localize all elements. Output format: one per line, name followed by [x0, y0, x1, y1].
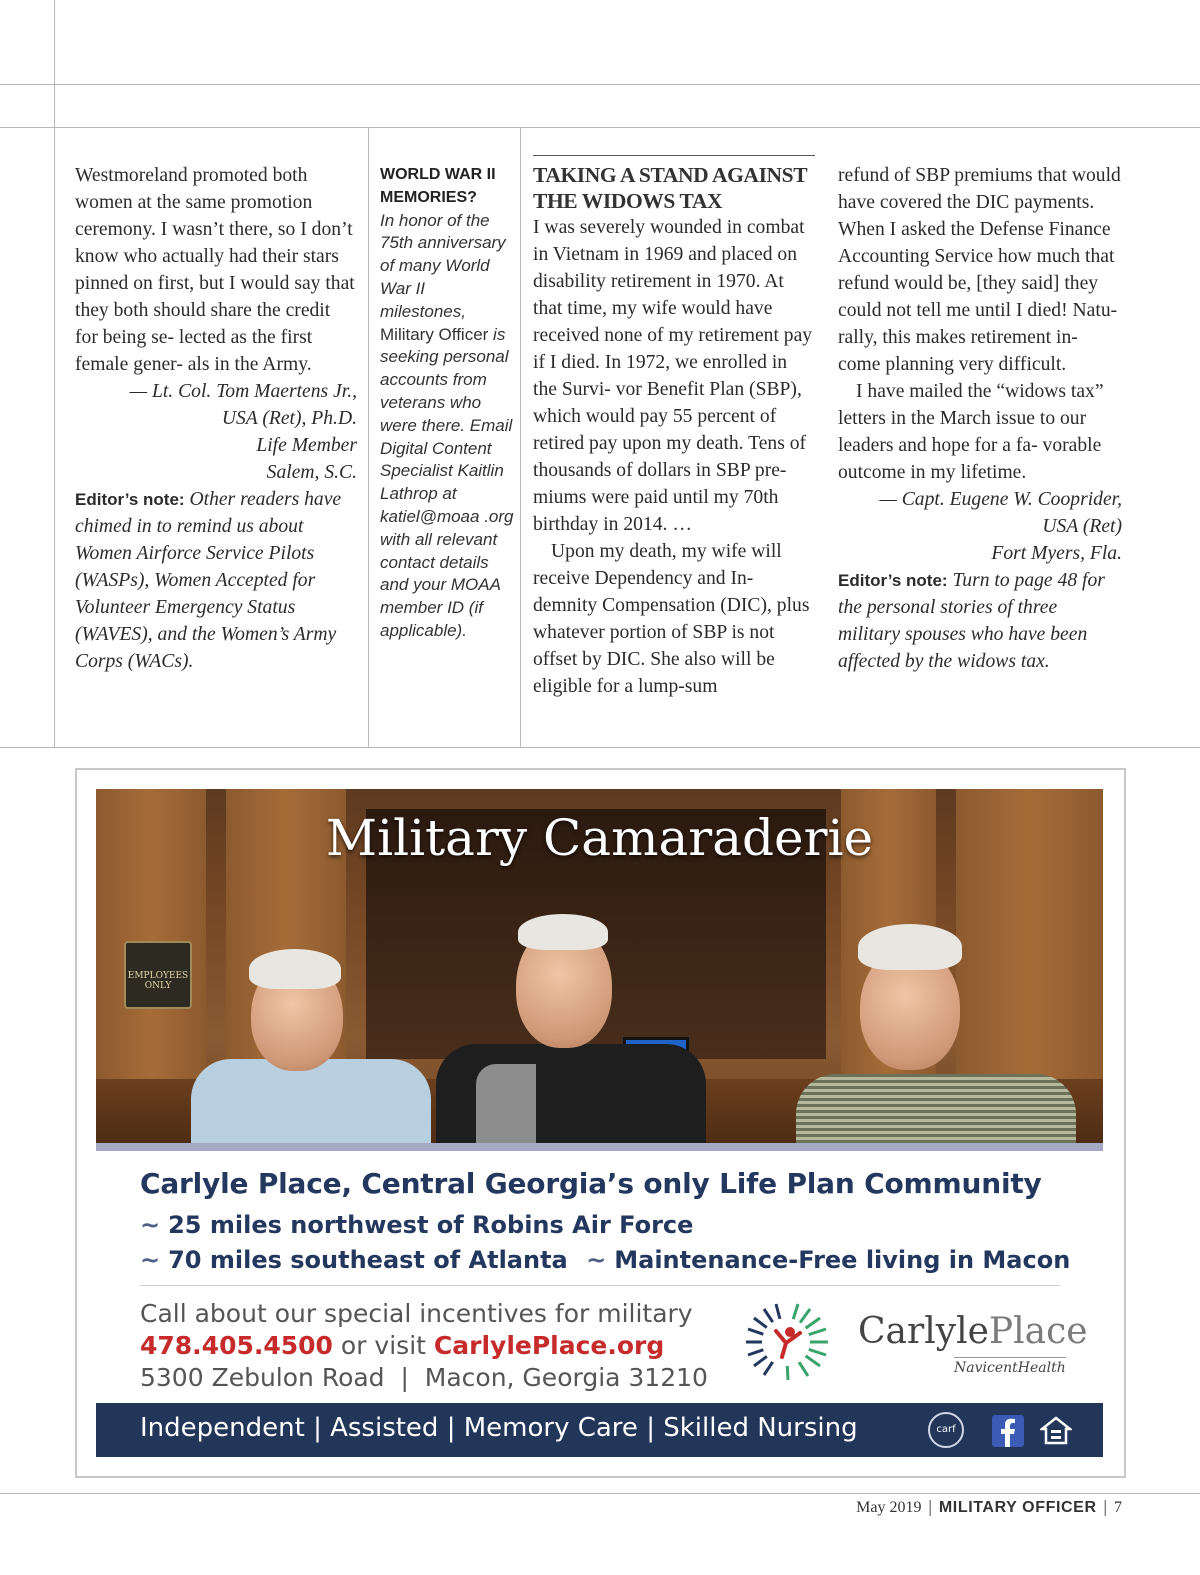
- signature-line: USA (Ret), Ph.D.: [221, 408, 357, 429]
- letter-paragraph: refund of SBP premiums that would have covered the DIC payments. When I asked the Defense Finance Accounting Service how much that refund would be, [they said] they could not tell me until I died! Natu- rally, this makes retirement in- come planning very difficult.: [838, 165, 1121, 375]
- footer-magazine: MILITARY OFFICER: [938, 1499, 1097, 1516]
- headline-rule: [533, 155, 815, 156]
- carf-badge-text: carf: [936, 1424, 956, 1435]
- footer-rule: [0, 1493, 1200, 1494]
- letter-paragraph: Upon my death, my wife will receive Dependency and In- demnity Compensation (DIC), plus whatever portion of SBP is not offset by DIC. She also will be eligible for a lump-sum: [533, 541, 810, 697]
- carlyle-place-advertisement[interactable]: [96, 789, 1103, 1457]
- ad-services-text: Independent | Assisted | Memory Care | Skilled Nursing: [140, 1413, 858, 1443]
- letter-column-1: [75, 162, 357, 675]
- letter-paragraph: I have mailed the “widows tax” letters in the March issue to our leaders and hope for a fa- vorable outcome in my lifetime.: [838, 381, 1104, 483]
- facebook-icon[interactable]: [992, 1415, 1024, 1447]
- editors-note-label: Editor’s note:: [75, 490, 185, 509]
- sidebar-heading-line: WORLD WAR II: [380, 166, 496, 183]
- section-bottom-rule: [0, 747, 1200, 748]
- ad-distance-text: 25 miles northwest of Robins Air Force: [168, 1211, 694, 1239]
- sidebar-magazine-name: Military Officer: [380, 324, 489, 344]
- ad-services-bar: [96, 1403, 1103, 1457]
- equal-housing-bar: [1051, 1436, 1061, 1439]
- navicent-health-logo: NavicentHealth: [954, 1357, 1066, 1376]
- ad-website-link[interactable]: CarlylePlace.org: [433, 1331, 665, 1360]
- carlyle-logo-name: [858, 1311, 1088, 1352]
- sidebar-text: In honor of the 75th anniversary of many World War II milestones,: [380, 210, 506, 321]
- top-rule-2: [0, 127, 1200, 128]
- letter-column-4: [838, 162, 1122, 675]
- logo-place: Place: [988, 1311, 1088, 1352]
- hair: [249, 949, 341, 989]
- hair: [858, 924, 962, 970]
- logo-carlyle: Carlyle: [858, 1311, 989, 1352]
- top-rule-1: [0, 84, 1200, 85]
- shirt: [796, 1074, 1076, 1143]
- page-number: 7: [1114, 1499, 1122, 1516]
- ad-contact-line: [140, 1331, 664, 1360]
- hair: [518, 914, 608, 950]
- editors-note: [838, 567, 1122, 675]
- letter-signature: [75, 378, 357, 486]
- carf-badge-icon: [928, 1412, 964, 1448]
- ad-text-panel: [96, 1143, 1103, 1403]
- ad-living-text: Maintenance-Free living in Macon: [614, 1246, 1071, 1274]
- signature-line: — Capt. Eugene W. Cooprider,: [879, 489, 1122, 510]
- ad-title: Military Camaraderie: [325, 809, 874, 867]
- footer-separator: |: [927, 1497, 933, 1516]
- editors-note-text: Turn to page 48 for the personal stories of three military spouses who have been affected by the widows tax.: [838, 570, 1105, 672]
- signature-line: Fort Myers, Fla.: [991, 543, 1122, 564]
- sidebar-right-rule: [520, 127, 521, 748]
- letter-body: Westmoreland promoted both women at the same promotion ceremony. I wasn’t there, so I don’t know who actually had their stars pinned on first, but I would say that they both should share the credit for being se- lected as the first female gener- als in the Army.: [75, 165, 355, 375]
- ad-distance-text: 70 miles southeast of Atlanta: [168, 1246, 568, 1274]
- shirt-panel: [476, 1064, 536, 1143]
- sidebar-text: is seeking personal accounts from veterans who were there. Email Digital Content Specialist Kaitlin Lathrop at katiel@moaa .org with all relevant contact details and your MOAA member ID (if applicable).: [380, 324, 514, 640]
- editors-note-label: Editor’s note:: [838, 571, 948, 590]
- ad-call-line: Call about our special incentives for military: [140, 1299, 693, 1328]
- wwii-memories-sidebar: [380, 164, 515, 643]
- letter-signature: [838, 486, 1122, 567]
- ad-phone-link[interactable]: 478.405.4500: [140, 1331, 333, 1360]
- editors-note: [75, 486, 357, 675]
- footer-separator: |: [1102, 1497, 1108, 1516]
- ad-distance-line: [140, 1246, 1070, 1274]
- signature-line: — Lt. Col. Tom Maertens Jr.,: [129, 381, 357, 402]
- employees-only-sign: EMPLOYEES ONLY: [124, 941, 192, 1009]
- footer-date: May 2019: [856, 1499, 922, 1516]
- tilde: ~: [140, 1211, 161, 1239]
- ad-headline: Carlyle Place, Central Georgia’s only Life Plan Community: [140, 1167, 1042, 1200]
- tilde: ~: [586, 1246, 607, 1274]
- ad-address: 5300 Zebulon Road | Macon, Georgia 31210: [140, 1363, 708, 1392]
- sidebar-heading-line: MEMORIES?: [380, 188, 477, 206]
- shirt: [191, 1059, 431, 1143]
- ad-distance-line: [140, 1211, 693, 1239]
- tilde: ~: [140, 1246, 161, 1274]
- sidebar-heading: [380, 164, 515, 210]
- page-footer: [856, 1497, 1122, 1517]
- equal-housing-bar: [1051, 1430, 1061, 1433]
- letter-headline: TAKING A STAND AGAINST THE WIDOWS TAX: [533, 163, 807, 213]
- signature-line: Life Member: [256, 435, 357, 456]
- equal-housing-icon: [1040, 1415, 1072, 1447]
- ad-or-visit: or visit: [340, 1331, 426, 1360]
- letter-paragraph: I was severely wounded in combat in Vietnam in 1969 and placed on disability retirement in 1970. At that time, my wife would have received none of my retirement pay if I died. In 1972, we enrolled in the Survi- vor Benefit Plan (SBP), which would pay 55 percent of retired pay upon my death. Tens of thousands of dollars in SBP pre- miums were paid until my 70th birthday in 2014. …: [533, 217, 813, 535]
- ad-separator: [140, 1285, 1060, 1286]
- sidebar-left-rule: [368, 127, 369, 748]
- letter-column-3: [533, 162, 815, 700]
- left-margin-rule: [54, 0, 55, 748]
- signature-line: Salem, S.C.: [266, 462, 357, 483]
- signature-line: USA (Ret): [1042, 516, 1122, 537]
- editors-note-text: Other readers have chimed in to remind us about Women Airforce Service Pilots (WASPs), Women Accepted for Volunteer Emergency Status (WAVES), and the Women’s Army Corps (WACs).: [75, 489, 342, 672]
- ad-photo: [96, 789, 1103, 1143]
- carlyle-logo-icon: [724, 1301, 848, 1383]
